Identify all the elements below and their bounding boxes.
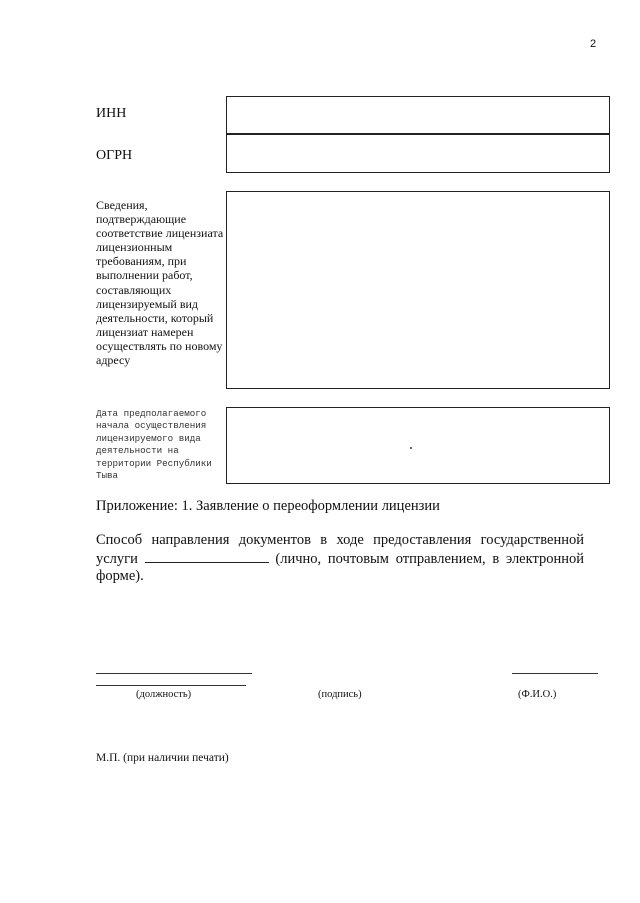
position-line-2[interactable] <box>96 685 246 686</box>
name-caption: (Ф.И.О.) <box>518 689 557 700</box>
ogrn-label: ОГРН <box>96 148 133 163</box>
delivery-method-text-1: Способ направления документов в ходе предоставления государственной услуги <box>96 532 584 567</box>
page-number: 2 <box>590 38 597 50</box>
inn-field[interactable] <box>226 96 610 135</box>
compliance-label: Сведения, подтверждающие соответствие лицензиата лицензионным требованиям, при выполнении работ, составляющих лицензируемый вид деятельности, который лицензиат намерен осуществлять по новому адресу <box>96 198 224 368</box>
inn-label: ИНН <box>96 106 127 121</box>
field-dot <box>410 447 412 449</box>
delivery-method-text-2: (лично, почтовым отправлением, в электронной форме). <box>96 550 585 584</box>
ogrn-field[interactable] <box>226 133 610 173</box>
delivery-method-paragraph <box>96 532 584 586</box>
start-date-field[interactable] <box>226 407 610 484</box>
delivery-method-blank[interactable] <box>145 550 269 563</box>
stamp-note: М.П. (при наличии печати) <box>96 752 229 764</box>
name-line[interactable] <box>512 673 598 674</box>
signature-caption: (подпись) <box>318 689 362 700</box>
appendix-text: Приложение: 1. Заявление о переоформлении лицензии <box>96 498 440 514</box>
compliance-field[interactable] <box>226 191 610 389</box>
position-line-1[interactable] <box>96 673 252 674</box>
start-date-label: Дата предполагаемого начала осуществления лицензируемого вида деятельности на территории Республики Тыва <box>96 408 212 482</box>
position-caption: (должность) <box>136 689 192 700</box>
